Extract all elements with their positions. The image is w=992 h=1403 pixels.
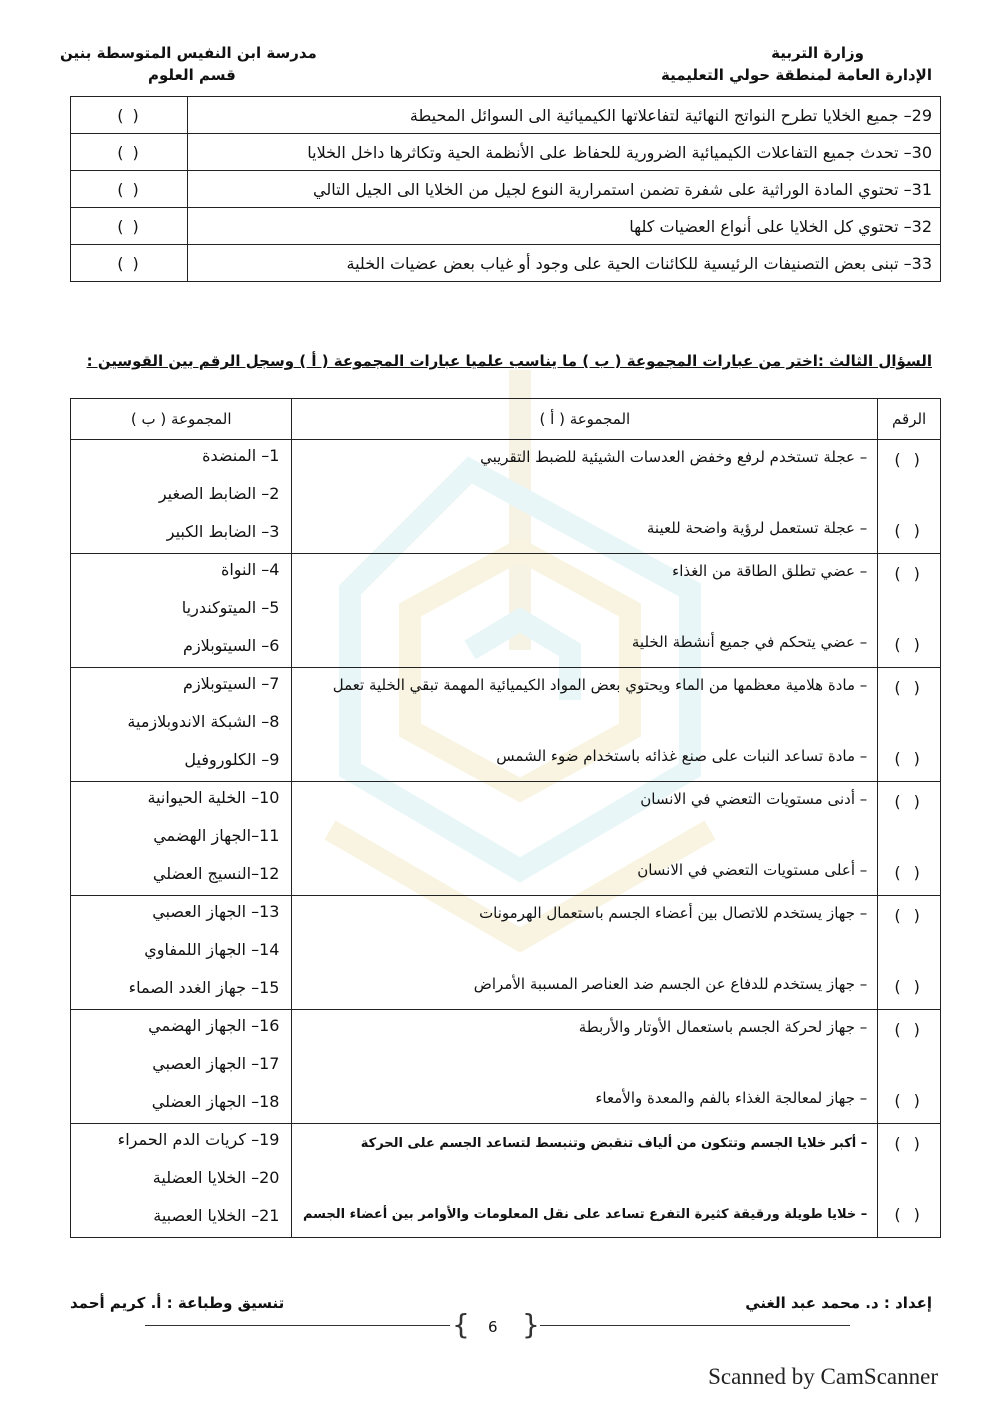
group-b-item: 12–النسيج العضلي [152,864,280,883]
answer-blank[interactable]: ( ) [894,564,924,583]
scanner-watermark: Scanned by CamScanner [708,1364,938,1389]
group-row [71,668,941,782]
true-false-table [70,96,941,282]
answer-blank[interactable]: ( ) [894,678,924,697]
group-a-item: – عجلة تستعمل لرؤية واضحة للعينة [646,519,868,537]
group-row [71,896,941,1010]
answer-cell [878,1010,941,1124]
col-num-header: الرقم [878,399,941,440]
group-b-item: 8– الشبكة الاندوبلازمية [127,712,280,731]
page-number: 6 [488,1318,498,1336]
answer-blank[interactable]: ( ) [894,521,924,540]
question-text: 29– جميع الخلايا تطرح النواتج النهائية لتفاعلاتها الكيميائية الى السوائل المحيطة [188,97,941,134]
group-a-item: – مادة تساعد النبات على صنع غذائه باستخدام ضوء الشمس [496,747,868,765]
group-row [71,554,941,668]
group-b-cell [71,1010,292,1124]
school-name: مدرسة ابن النفيس المتوسطة بنين [60,44,317,62]
answer-blank[interactable]: ( ) [71,245,188,282]
col-a-header: المجموعة ( أ ) [292,399,878,440]
group-row [71,440,941,554]
group-b-item: 14– الجهاز اللمفاوي [144,940,280,959]
group-row [71,782,941,896]
page-bracket-right: } [522,1308,540,1341]
group-a-cell [292,440,878,554]
question-text: 32– تحتوي كل الخلايا على أنواع العضيات كلها [188,208,941,245]
answer-cell [878,896,941,1010]
group-a-cell [292,668,878,782]
directorate-title: الإدارة العامة لمنطقة حولي التعليمية [660,66,932,84]
footer-rule-right [540,1325,850,1326]
question3-title: السؤال الثالث :اختر من عبارات المجموعة ( ب ) ما يناسب علميا عبارات المجموعة ( أ ) وسجل الرقم بين القوسين : [86,352,932,370]
group-a-cell [292,1010,878,1124]
footer-rule-left [145,1325,450,1326]
group-b-item: 18– الجهاز العضلي [151,1092,280,1111]
group-b-item: 10– الخلية الحيوانية [147,788,280,807]
group-b-item: 2– الضابط الصغير [158,484,280,503]
group-b-item: 21– الخلايا العصبية [153,1206,280,1225]
group-b-item: 1– المنضدة [202,446,280,465]
table-header-row [71,399,941,440]
department-name: قسم العلوم [148,66,236,84]
answer-blank[interactable]: ( ) [71,97,188,134]
answer-cell [878,782,941,896]
matching-table [70,398,941,1238]
group-row [71,1010,941,1124]
answer-blank[interactable]: ( ) [894,1091,924,1110]
answer-blank[interactable]: ( ) [894,749,924,768]
question-text: 33– تبنى بعض التصنيفات الرئيسية للكائنات الحية على وجود أو غياب بعض عضيات الخلية [188,245,941,282]
coordinated-by: تنسيق وطباعة : أ. كريم أحمد [70,1294,285,1312]
answer-blank[interactable]: ( ) [894,792,924,811]
answer-blank[interactable]: ( ) [894,635,924,654]
group-b-cell [71,782,292,896]
group-a-cell [292,896,878,1010]
table-row [71,97,941,134]
group-a-item: – عضي يتحكم في جميع أنشطة الخلية [631,633,868,651]
col-b-header: المجموعة ( ب ) [71,399,292,440]
group-a-item: – عجلة تستخدم لرفع وخفض العدسات الشيئية للضبط التقريبي [480,448,868,466]
group-a-item: – أكبر خلايا الجسم وتتكون من ألياف تنقبض وتنبسط لتساعد الجسم على الحركة [360,1136,868,1151]
group-b-cell [71,896,292,1010]
answer-blank[interactable]: ( ) [894,863,924,882]
group-a-item: – جهاز يستخدم للاتصال بين أعضاء الجسم باستعمال الهرمونات [479,904,868,922]
answer-blank[interactable]: ( ) [894,1205,924,1224]
ministry-title: وزارة التربية [771,44,864,62]
group-b-item: 5– الميتوكندريا [181,598,280,617]
question-text: 31– تحتوي المادة الوراثية على شفرة تضمن استمرارية النوع لجيل من الخلايا الى الجيل التالي [188,171,941,208]
group-b-item: 17– الجهاز العصبي [152,1054,280,1073]
group-b-item: 20– الخلايا العضلية [152,1168,280,1187]
answer-blank[interactable]: ( ) [71,208,188,245]
answer-blank[interactable]: ( ) [71,171,188,208]
prepared-by: إعداد : د. محمد عبد الغني [745,1294,932,1312]
group-a-cell [292,782,878,896]
group-b-item: 6– السيتوبلازم [183,636,280,655]
answer-cell [878,1124,941,1238]
group-b-cell [71,440,292,554]
group-a-item: – عضي تطلق الطاقة من الغذاء [672,562,868,580]
group-a-item: – خلايا طويلة ورقيقة كثيرة التفرع تساعد على نقل المعلومات والأوامر بين أعضاء الجسم [302,1207,868,1222]
group-b-item: 7– السيتوبلازم [183,674,280,693]
group-a-cell [292,1124,878,1238]
answer-blank[interactable]: ( ) [894,1134,924,1153]
group-b-item: 4– النواة [220,560,280,579]
table-row [71,134,941,171]
group-b-item: 15– جهاز الغدد الصماء [128,978,280,997]
group-a-cell [292,554,878,668]
answer-blank[interactable]: ( ) [894,450,924,469]
group-a-item: – أعلى مستويات التعضي في الانسان [637,861,868,879]
answer-blank[interactable]: ( ) [894,906,924,925]
table-row [71,245,941,282]
group-b-cell [71,1124,292,1238]
answer-blank[interactable]: ( ) [894,977,924,996]
table-row [71,171,941,208]
group-a-item: – أدنى مستويات التعضي في الانسان [640,790,868,808]
answer-blank[interactable]: ( ) [894,1020,924,1039]
group-a-item: – جهاز لمعالجة الغذاء بالفم والمعدة والأمعاء [595,1089,868,1107]
group-a-item: – جهاز لحركة الجسم باستعمال الأوتار والأربطة [578,1018,868,1036]
group-b-item: 19– كريات الدم الحمراء [117,1130,280,1149]
group-b-item: 3– الضابط الكبير [166,522,280,541]
group-a-item: – مادة هلامية معظمها من الماء ويحتوي بعض المواد الكيميائية المهمة تبقي الخلية تعمل [332,676,868,694]
table-row [71,208,941,245]
group-b-item: 16– الجهاز الهضمي [148,1016,280,1035]
answer-cell [878,668,941,782]
group-b-cell [71,554,292,668]
page-bracket-left: { [452,1308,470,1341]
group-row [71,1124,941,1238]
answer-cell [878,554,941,668]
group-b-item: 11–الجهاز الهضمي [153,826,280,845]
group-b-cell [71,668,292,782]
group-a-item: – جهاز يستخدم للدفاع عن الجسم ضد العناصر المسببة الأمراض [473,975,868,993]
question-text: 30– تحدث جميع التفاعلات الكيميائية الضرورية للحفاظ على الأنظمة الحية وتكاثرها داخل الخلايا [188,134,941,171]
answer-blank[interactable]: ( ) [71,134,188,171]
group-b-item: 13– الجهاز العصبي [152,902,280,921]
answer-cell [878,440,941,554]
group-b-item: 9– الكلوروفيل [184,750,280,769]
